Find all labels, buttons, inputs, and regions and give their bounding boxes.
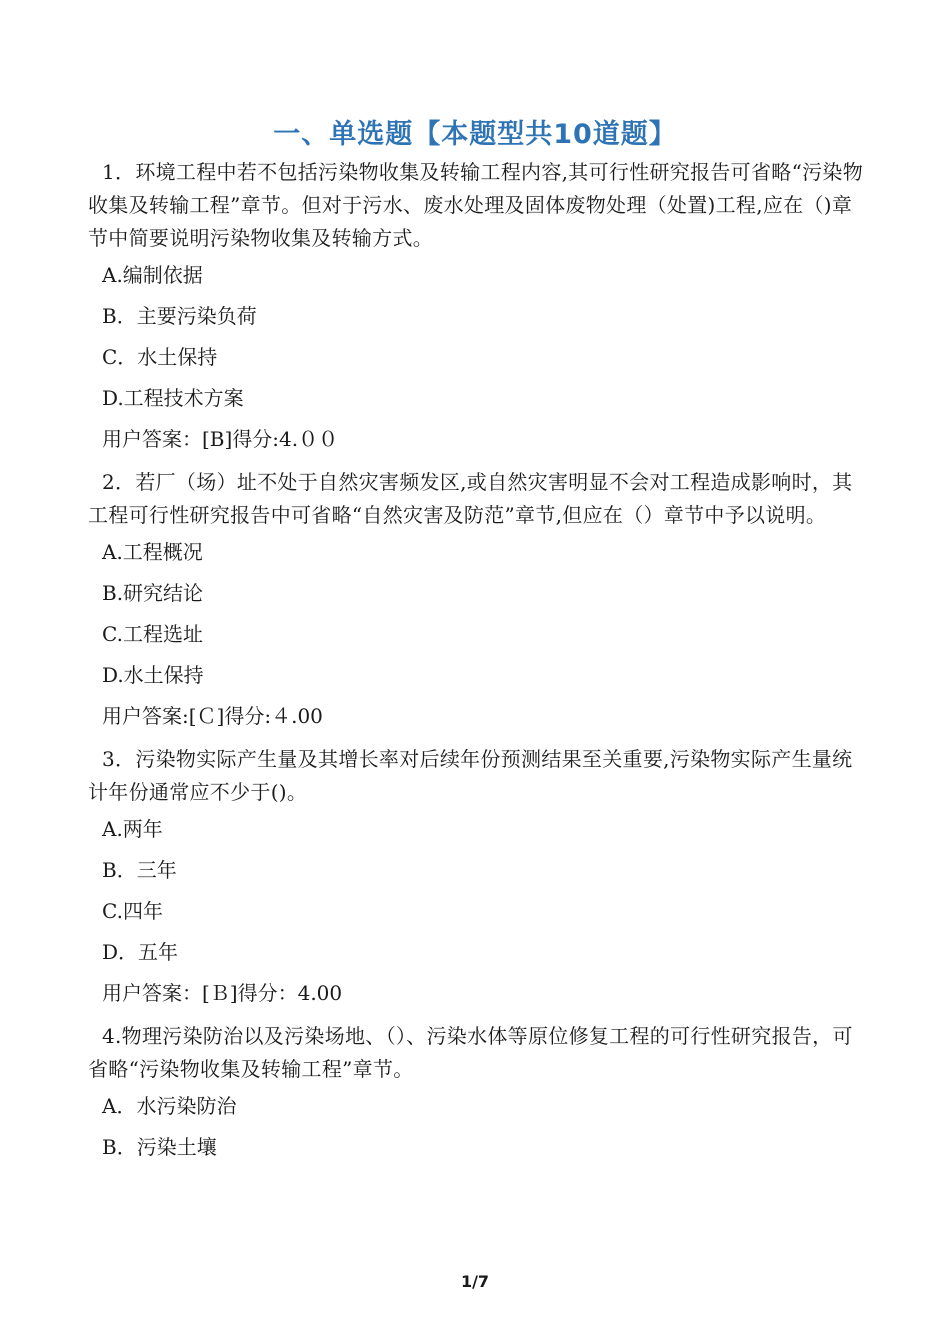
question-1: [88, 156, 863, 453]
section-title: 一、单选题【本题型共10道题】: [273, 119, 677, 150]
option-b: B．污染土壤: [102, 1135, 217, 1159]
option-d: D.水土保持: [102, 663, 204, 687]
option-b: B.研究结论: [102, 581, 204, 605]
question-list: [88, 156, 863, 1174]
user-answer: 用户答案：[Ｂ]得分：4.00: [102, 981, 343, 1005]
option-b: B．主要污染负荷: [102, 304, 257, 328]
question-text: 3．污染物实际产生量及其增长率对后续年份预测结果至关重要,污染物实际产生量统计年份通常应不少于()。: [88, 747, 853, 804]
option-d: D．五年: [102, 940, 179, 964]
option-c: C．水土保持: [102, 345, 218, 369]
option-a: A.两年: [102, 817, 163, 841]
question-2: [88, 466, 863, 730]
option-c: C.工程选址: [102, 622, 203, 646]
option-b: B．三年: [102, 858, 177, 882]
user-answer: 用户答案：[B]得分:4.００: [102, 427, 339, 451]
page-indicator: 1/7: [460, 1272, 490, 1291]
question-text: 4.物理污染防治以及污染场地、（）、污染水体等原位修复工程的可行性研究报告，可省略“污染物收集及转输工程”章节。: [88, 1024, 853, 1081]
user-answer: 用户答案:[Ｃ]得分:４.00: [102, 704, 323, 728]
option-a: A．水污染防治: [102, 1094, 237, 1118]
question-4: [88, 1020, 863, 1161]
option-c: C.四年: [102, 899, 163, 923]
option-a: A.工程概况: [102, 540, 203, 564]
option-d: D.工程技术方案: [102, 386, 244, 410]
question-text: 2．若厂（场）址不处于自然灾害频发区,或自然灾害明显不会对工程造成影响时，其工程可行性研究报告中可省略“自然灾害及防范”章节,但应在（）章节中予以说明。: [88, 470, 853, 527]
question-3: [88, 743, 863, 1007]
option-a: A.编制依据: [102, 263, 203, 287]
question-text: 1．环境工程中若不包括污染物收集及转输工程内容,其可行性研究报告可省略“污染物收集及转输工程”章节。但对于污水、废水处理及固体废物处理（处置)工程,应在（)章节中简要说明污染物收集及转输方式。: [88, 160, 864, 250]
